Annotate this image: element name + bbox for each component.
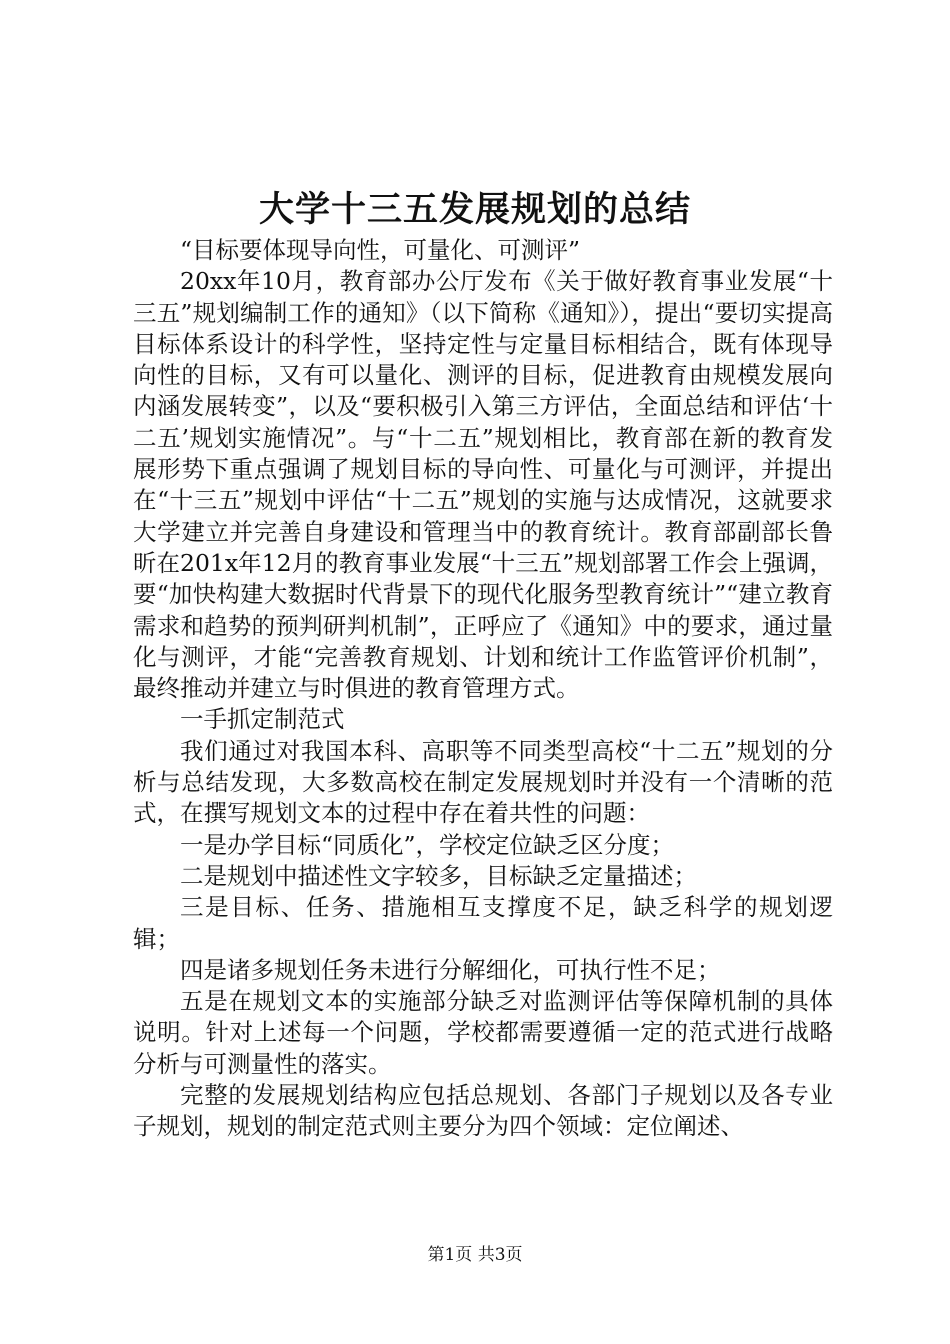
paragraph: 我们通过对我国本科、高职等不同类型高校“十二五”规划的分析与总结发现，大多数高校在制定发展规划时并没有一个清晰的范式，在撰写规划文本的过程中存在着共性的问题： bbox=[133, 736, 833, 828]
page-footer: 第1页 共3页 bbox=[427, 1245, 523, 1265]
paragraph: 一手抓定制范式 bbox=[180, 705, 345, 734]
paragraph: 三是目标、任务、措施相互支撑度不足，缺乏科学的规划逻辑； bbox=[133, 893, 833, 953]
paragraph: 四是诸多规划任务未进行分解细化，可执行性不足； bbox=[180, 955, 721, 984]
document-body bbox=[133, 235, 833, 1143]
paragraph: 一是办学目标“同质化”，学校定位缺乏区分度； bbox=[180, 830, 675, 859]
paragraph: “目标要体现导向性，可量化、可测评” bbox=[180, 236, 581, 264]
paragraph: 20xx年10月，教育部办公厅发布《关于做好教育事业发展“十三五”规划编制工作的通知》（以下简称《通知》），提出“要切实提高目标体系设计的科学性，坚持定性与定量目标相结合，既有体现导向性的目标，又有可以量化、测评的目标，促进教育由规模发展向内涵发展转变”，以及“要积极引入第三方评估，全面总结和评估‘十二五’规划实施情况”。与“十二五”规划相比，教育部在新的教育发展形势下重点强调了规划目标的导向性、可量化与可测评，并提出在“十三五”规划中评估“十二五”规划的实施与达成情况，这就要求大学建立并完善自身建设和管理当中的教育统计。教育部副部长鲁昕在201x年12月的教育事业发展“十三五”规划部署工作会上强调，要“加快构建大数据时代背景下的现代化服务型教育统计”“建立教育需求和趋势的预判研判机制”，正呼应了《通知》中的要求，通过量化与测评，才能“完善教育规划、计划和统计工作监管评价机制”，最终推动并建立与时俱进的教育管理方式。 bbox=[133, 267, 833, 703]
document-title: 大学十三五发展规划的总结 bbox=[258, 189, 691, 230]
paragraph: 五是在规划文本的实施部分缺乏对监测评估等保障机制的具体说明。针对上述每一个问题，学校都需要遵循一定的范式进行战略分析与可测量性的落实。 bbox=[133, 987, 833, 1078]
paragraph: 二是规划中描述性文字较多，目标缺乏定量描述； bbox=[180, 861, 697, 890]
paragraph: 完整的发展规划结构应包括总规划、各部门子规划以及各专业子规划，规划的制定范式则主要分为四个领域：定位阐述、 bbox=[133, 1081, 833, 1141]
